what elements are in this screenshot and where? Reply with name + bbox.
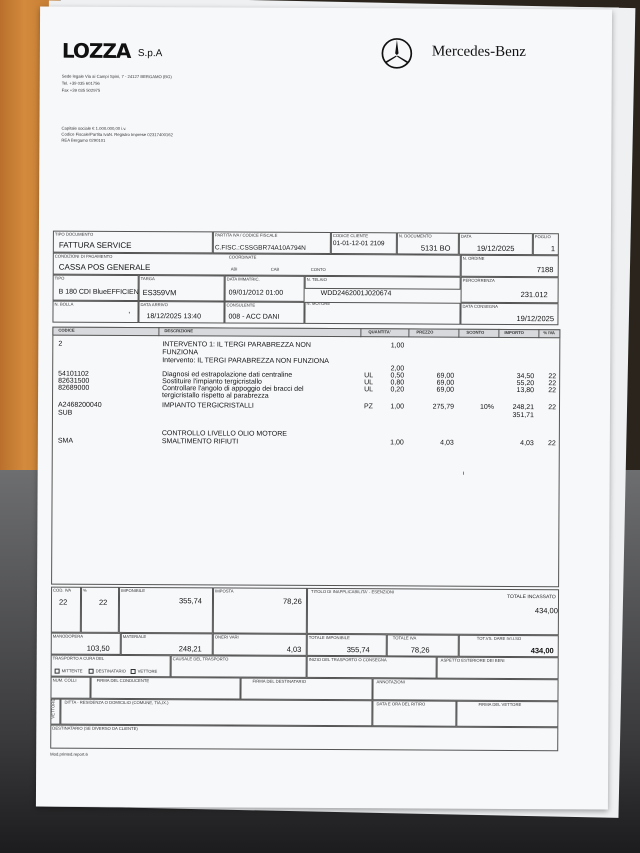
- cell-um: UL: [364, 386, 374, 394]
- label: TITOLO DI INAPPLICABILITA' - ESENZIONI: [311, 588, 395, 595]
- cell-descrizione: FUNZIONA: [162, 349, 199, 357]
- label: PERCORRENZA: [462, 277, 495, 283]
- cell-prezzo: 4,03: [440, 439, 454, 447]
- cell-descrizione: INTERVENTO 1: IL TERGI PARABREZZA NON: [162, 341, 311, 349]
- label: DATA IMMATRIC.: [226, 276, 260, 282]
- option-destinatario[interactable]: DESTINATARIO: [89, 669, 126, 674]
- cell-descrizione: SMALTIMENTO RIFIUTI: [161, 438, 239, 446]
- form-code: Mod.printed.report.6: [50, 751, 88, 757]
- label: ABI: [230, 266, 238, 272]
- label: CAUSALE DEL TRASPORTO: [172, 656, 229, 662]
- cell-descrizione: Diagnosi ed estrapolazione dati centraline: [162, 371, 293, 379]
- taxable-amount: 355,74: [178, 596, 202, 606]
- doc-type: FATTURA SERVICE: [58, 240, 132, 250]
- label: TIPO: [54, 275, 65, 281]
- doc-date: 19/12/2025: [476, 243, 515, 253]
- client-code: 01-01-12-01 2109: [332, 240, 385, 248]
- label: ANNOTAZIONI: [376, 679, 405, 685]
- vehicle-type: B 180 CDI BlueEFFICIEN: [58, 288, 139, 297]
- delivery-date: 19/12/2025: [516, 314, 555, 324]
- cell-qta: 1,00: [390, 403, 405, 411]
- col-header: IMPORTO: [504, 329, 524, 336]
- cell-sconto: 10%: [479, 403, 495, 411]
- mileage: 231.012: [520, 290, 548, 300]
- bolla-number: ': [128, 309, 130, 319]
- label: DATA ARRIVO: [140, 302, 168, 308]
- cell-importo: 55,20: [516, 380, 535, 388]
- cell-importo: 4,03: [520, 440, 534, 448]
- cell-descrizione: Controllare l'angolo di appoggio dei bracci del: [162, 385, 304, 393]
- pen-mark: ı: [462, 470, 465, 477]
- label: TARGA: [140, 276, 155, 282]
- label: MANODOPERA: [52, 633, 84, 639]
- label: VETTORE: [50, 698, 56, 719]
- legal-line: Capitale sociale € 1.000.000,00 i.v.: [61, 125, 127, 131]
- company-logo: LOZZA: [61, 38, 131, 63]
- cell-prezzo: 69,00: [436, 372, 455, 380]
- label: DATA: [460, 233, 472, 239]
- cell-descrizione: Sostituire l'impianto tergicristallo: [162, 378, 262, 386]
- label: IMPONIBILE: [121, 587, 146, 594]
- cell-codice: 82689000: [58, 384, 90, 392]
- cell-prezzo: 69,00: [436, 386, 455, 394]
- label: PARTITA IVA / CODICE FISCALE: [214, 232, 278, 238]
- cell-iva: 22: [548, 373, 557, 381]
- consultant: 008 - ACC DANI: [228, 313, 280, 321]
- material-amount: 248,21: [178, 644, 202, 654]
- label: TOTALE IMPONIBILE: [308, 634, 350, 641]
- vat-code: 22: [58, 597, 68, 607]
- cell-descrizione: CONTROLLO LIVELLO OLIO MOTORE: [161, 430, 288, 438]
- vat-percent: 22: [98, 597, 108, 607]
- col-header: SCONTO: [466, 329, 485, 335]
- label: NUM. COLLI: [52, 677, 77, 683]
- cell-descrizione: Intervento: IL TERGI PARABREZZA NON FUNZIONA: [162, 357, 330, 366]
- label: DITTA - RESIDENZA O DOMICILIO (COMUNE, TIA,IX.): [64, 699, 169, 706]
- label: %: [83, 587, 87, 593]
- cell-qta: 2,00: [390, 365, 405, 373]
- cell-iva: 22: [548, 380, 557, 388]
- label: COD. IVA: [53, 587, 72, 593]
- cell-qta: 0,50: [390, 372, 405, 380]
- label: N. MOTORE: [306, 300, 331, 307]
- cell-descrizione: IMPIANTO TERGICRISTALLI: [161, 402, 254, 410]
- vat-perc-box: [81, 587, 119, 633]
- cell-um: UL: [364, 372, 374, 380]
- label: FIRMA DEL DESTINATARIO: [252, 678, 307, 684]
- cell-iva: 22: [548, 404, 557, 412]
- cell-codice: 2: [58, 340, 63, 348]
- tax-box: [213, 587, 307, 633]
- label: INIZIO DEL TRASPORTO O CONSEGNA: [308, 656, 387, 663]
- plate: ES359VM: [142, 288, 177, 298]
- cell-qta: 1,00: [390, 342, 405, 350]
- col-header: CODICE: [58, 327, 75, 333]
- cell-importo: 34,50: [516, 373, 535, 381]
- label: N. BOLLA: [54, 301, 74, 307]
- label: COORDINATE: [228, 254, 257, 260]
- total-vat: 78,26: [410, 645, 430, 655]
- address-line: Fax +39 035 502975: [61, 87, 101, 93]
- cell-qta: 1,00: [390, 439, 404, 447]
- label: FOGLIO: [534, 234, 551, 240]
- label: FIRMA DEL CONDUCENTE: [96, 677, 150, 684]
- total-collected: 434,00: [534, 606, 558, 616]
- invoice-sheet: [36, 7, 612, 810]
- cell-codice: 82631500: [58, 377, 90, 385]
- tax-code: C.FISC.:CSSGBR74A10A794N: [214, 244, 306, 252]
- arrival-date: 18/12/2025 13:40: [146, 313, 201, 321]
- engine-box: [304, 302, 460, 325]
- vin-box: [305, 276, 461, 290]
- col-header: DESCRIZIONE: [164, 328, 194, 334]
- option-mittente[interactable]: MITTENTE: [55, 669, 83, 674]
- cell-importo: 248,21: [512, 403, 535, 412]
- order-number: 7188: [536, 265, 554, 275]
- cell-prezzo: 275,79: [432, 403, 455, 411]
- label: IMPOSTA: [215, 588, 234, 594]
- cell-codice: 54101102: [58, 370, 89, 378]
- cell-iva: 22: [548, 440, 556, 448]
- brand-name: Mercedes-Benz: [431, 43, 527, 61]
- cell-um: UL: [364, 379, 374, 387]
- other-amount: 4,03: [286, 644, 302, 654]
- total-taxable: 355,74: [346, 645, 370, 655]
- label: DATA CONSEGNA: [462, 303, 499, 309]
- label: TRASPORTO A CURA DEL: [52, 655, 105, 661]
- label: TIPO DOCUMENTO: [54, 231, 94, 237]
- tax-amount: 78,26: [282, 596, 302, 606]
- labour-amount: 103,50: [86, 643, 110, 653]
- page-number: 1: [550, 244, 556, 254]
- cell-codice: SMA: [57, 437, 74, 445]
- label: TOTALE INCASSATO: [506, 593, 556, 601]
- label: ASPETTO ESTERIORE DEI BENI: [440, 657, 505, 663]
- option-vettore[interactable]: VETTORE: [131, 669, 158, 674]
- cell-iva: 22: [548, 387, 557, 395]
- items-table: [51, 327, 560, 588]
- label: MATERIALE: [122, 633, 147, 640]
- cell-prezzo: 69,00: [436, 379, 455, 387]
- cell-descrizione: tergicristallo rispetto al parabrezza: [162, 392, 269, 400]
- taxable-box: [119, 587, 213, 633]
- cell-qta: 0,20: [390, 386, 405, 394]
- address-line: Tel. +39 035 601756: [61, 80, 100, 86]
- cell-um: PZ: [363, 403, 373, 411]
- cell-codice: A2468200040: [57, 401, 102, 409]
- label: FIRMA DEL VETTORE: [478, 701, 522, 708]
- label: DESTINATARIO (SE DIVERSO DA CLIENTE): [52, 725, 138, 732]
- legal-line: Codice Fiscale/Partita IvaN. Registro Imprese 02317400162: [61, 131, 173, 138]
- label: TOT.VS. DARE IVI.I.SO: [476, 635, 522, 642]
- label: CAB: [270, 266, 280, 272]
- vin: WDD2462001J020674: [320, 289, 392, 298]
- label: CONTO: [310, 266, 326, 273]
- cell-importo: 13,80: [516, 387, 535, 395]
- label: TOTALE IVA: [392, 635, 417, 641]
- mercedes-star-icon: [380, 36, 414, 70]
- cell-qta: 0,80: [390, 379, 405, 387]
- col-header: % IVA: [543, 330, 555, 336]
- col-header: PREZZO: [416, 329, 434, 335]
- label: N. DOCUMENTO: [398, 233, 432, 239]
- payment-terms: CASSA POS GENERALE: [58, 262, 151, 273]
- label: N. ORDINE: [462, 255, 485, 261]
- label: DATA E ORA DEL RITIRO: [376, 701, 426, 707]
- label: CONSULENTE: [226, 302, 256, 308]
- address-line: Sede legale Via ai Campi Spini, 7 - 24127 BERGAMO (BG): [61, 73, 172, 80]
- grand-total: 434,00: [530, 646, 554, 656]
- col-header: QUANTITA': [368, 329, 391, 335]
- registration-date: 09/01/2012 01:00: [228, 289, 284, 297]
- label: CONDIZIONI DI PAGAMENTO: [54, 253, 113, 259]
- doc-number: 5131 BO: [420, 243, 451, 253]
- vat-code-box: [51, 587, 81, 633]
- cell-importo: 351,71: [512, 411, 534, 420]
- cell-codice: SUB: [57, 409, 73, 417]
- label: ONERI VARI: [214, 634, 239, 640]
- legal-line: REA Bergamo 0290101: [61, 137, 106, 143]
- label: N. TELAIO: [306, 276, 327, 283]
- label: CODICE CLIENTE: [332, 233, 369, 239]
- company-suffix: S.p.A: [137, 48, 163, 60]
